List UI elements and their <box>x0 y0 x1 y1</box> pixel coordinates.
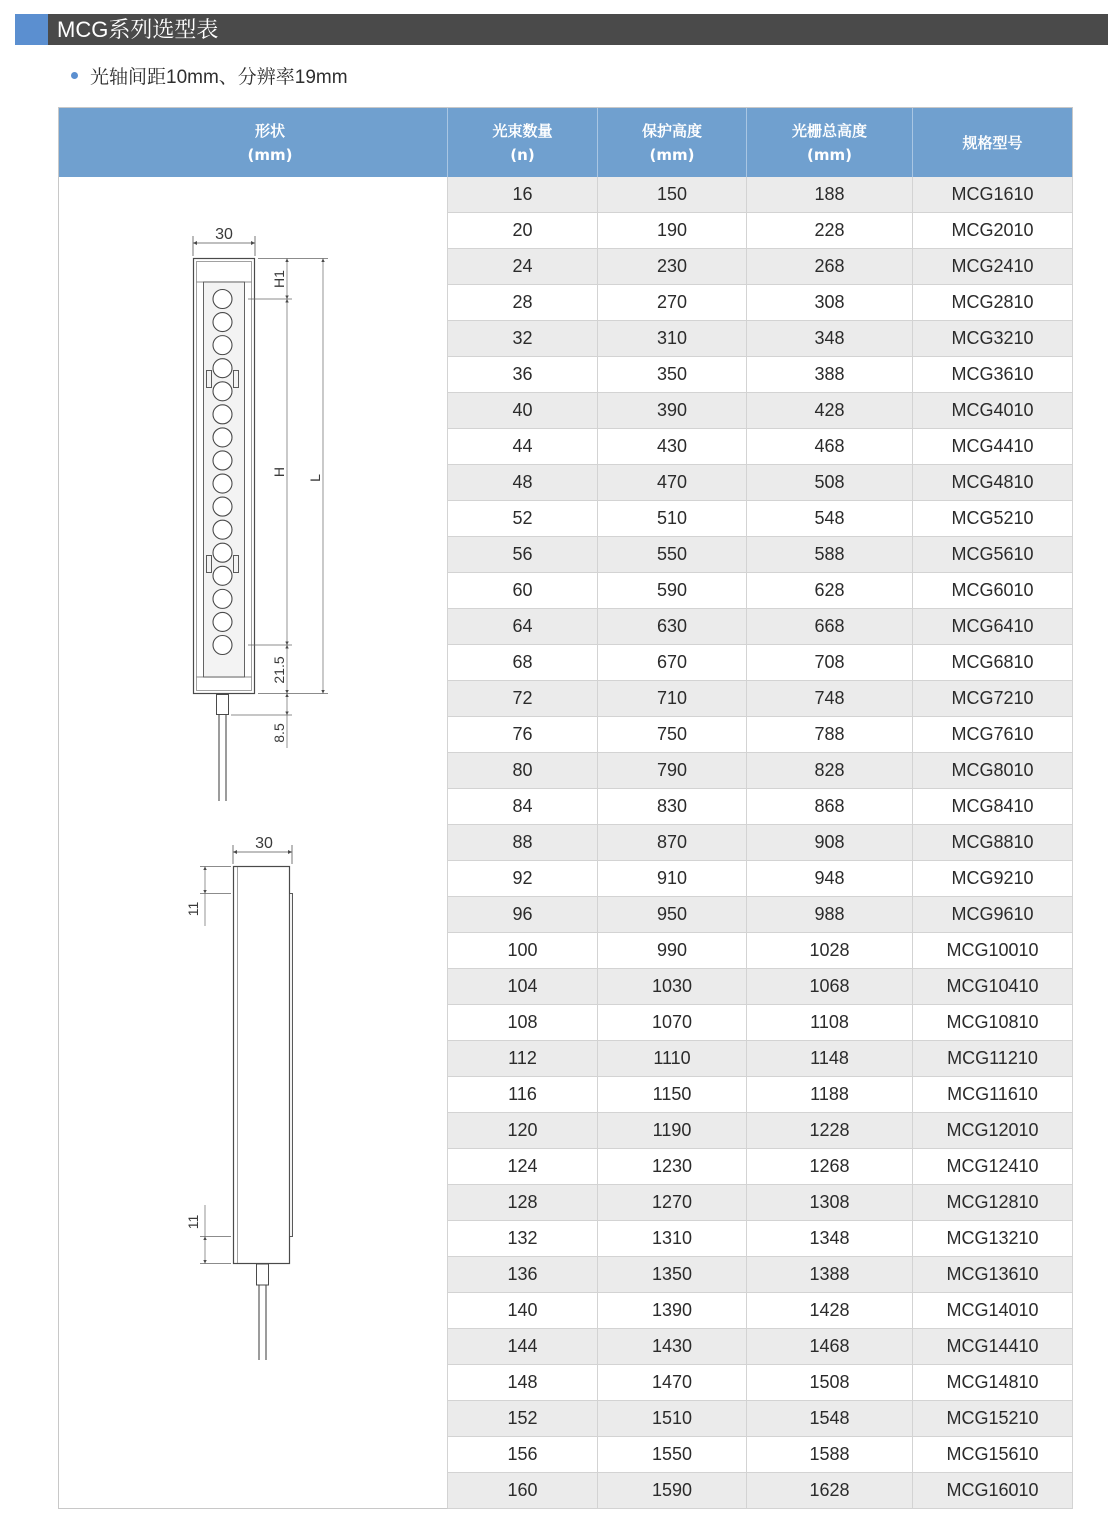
total-height-cell: 988 <box>747 897 913 933</box>
protected-height-cell: 1310 <box>598 1221 747 1257</box>
protected-height-cell: 1350 <box>598 1257 747 1293</box>
beam-count-cell: 36 <box>448 357 598 393</box>
beam-lens <box>213 313 232 332</box>
model-cell: MCG12810 <box>913 1185 1073 1221</box>
beam-count-cell: 52 <box>448 501 598 537</box>
protected-height-cell: 390 <box>598 393 747 429</box>
beam-count-cell: 148 <box>448 1365 598 1401</box>
total-height-cell: 788 <box>747 717 913 753</box>
side-view-drawing <box>185 835 293 1360</box>
bullet-dot-icon <box>71 72 78 79</box>
title-bar <box>15 14 1108 45</box>
header-label: 规格型号 <box>962 133 1023 152</box>
model-cell: MCG6010 <box>913 573 1073 609</box>
header-total-height <box>747 108 913 177</box>
dimension-label-top-offset: 11 <box>185 901 201 917</box>
spec-note <box>71 62 348 88</box>
model-cell: MCG8410 <box>913 789 1073 825</box>
total-height-cell: 268 <box>747 249 913 285</box>
total-height-cell: 468 <box>747 429 913 465</box>
header-unit: (mm) <box>247 145 293 164</box>
total-height-cell: 1108 <box>747 1005 913 1041</box>
beam-count-cell: 76 <box>448 717 598 753</box>
protected-height-cell: 430 <box>598 429 747 465</box>
model-cell: MCG4810 <box>913 465 1073 501</box>
model-cell: MCG15210 <box>913 1401 1073 1437</box>
total-height-cell: 308 <box>747 285 913 321</box>
beam-count-cell: 68 <box>448 645 598 681</box>
total-height-cell: 628 <box>747 573 913 609</box>
protected-height-cell: 510 <box>598 501 747 537</box>
beam-count-cell: 24 <box>448 249 598 285</box>
beam-count-cell: 64 <box>448 609 598 645</box>
model-cell: MCG10810 <box>913 1005 1073 1041</box>
model-cell: MCG14010 <box>913 1293 1073 1329</box>
header-shape <box>59 108 448 177</box>
beam-count-cell: 32 <box>448 321 598 357</box>
beam-lens <box>213 336 232 355</box>
model-cell: MCG12010 <box>913 1113 1073 1149</box>
protected-height-cell: 550 <box>598 537 747 573</box>
side-offset-dimensions <box>200 867 231 1264</box>
protected-height-cell: 990 <box>598 933 747 969</box>
model-cell: MCG5610 <box>913 537 1073 573</box>
beam-count-cell: 108 <box>448 1005 598 1041</box>
model-cell: MCG12410 <box>913 1149 1073 1185</box>
mounting-bracket <box>207 556 212 573</box>
beam-count-cell: 100 <box>448 933 598 969</box>
protected-height-cell: 670 <box>598 645 747 681</box>
beam-count-cell: 140 <box>448 1293 598 1329</box>
model-cell: MCG8810 <box>913 825 1073 861</box>
beam-count-cell: 124 <box>448 1149 598 1185</box>
total-height-cell: 1388 <box>747 1257 913 1293</box>
model-cell: MCG13210 <box>913 1221 1073 1257</box>
protected-height-cell: 870 <box>598 825 747 861</box>
protected-height-cell: 350 <box>598 357 747 393</box>
total-height-cell: 1588 <box>747 1437 913 1473</box>
total-height-cell: 548 <box>747 501 913 537</box>
total-height-cell: 668 <box>747 609 913 645</box>
protected-height-cell: 790 <box>598 753 747 789</box>
protected-height-cell: 1590 <box>598 1473 747 1509</box>
beam-count-cell: 152 <box>448 1401 598 1437</box>
protected-height-cell: 230 <box>598 249 747 285</box>
beam-count-cell: 16 <box>448 177 598 213</box>
total-height-cell: 1628 <box>747 1473 913 1509</box>
beam-lens <box>213 589 232 608</box>
beam-count-cell: 60 <box>448 573 598 609</box>
header-protected-height <box>598 108 747 177</box>
protected-height-cell: 1110 <box>598 1041 747 1077</box>
total-height-cell: 1188 <box>747 1077 913 1113</box>
protected-height-cell: 1030 <box>598 969 747 1005</box>
beam-count-cell: 84 <box>448 789 598 825</box>
front-view-drawing <box>193 226 328 801</box>
beam-lens <box>213 382 232 401</box>
beam-lens <box>213 359 232 378</box>
beam-count-cell: 48 <box>448 465 598 501</box>
front-width-label: 30 <box>215 226 233 243</box>
model-cell: MCG14410 <box>913 1329 1073 1365</box>
beam-count-cell: 92 <box>448 861 598 897</box>
beam-lens <box>213 520 232 539</box>
protected-height-cell: 190 <box>598 213 747 249</box>
model-cell: MCG11610 <box>913 1077 1073 1113</box>
beam-count-cell: 28 <box>448 285 598 321</box>
beam-count-cell: 120 <box>448 1113 598 1149</box>
side-lens-strip <box>290 894 293 1237</box>
model-cell: MCG10410 <box>913 969 1073 1005</box>
protected-height-cell: 630 <box>598 609 747 645</box>
dimension-label-bottom-offset: 21.5 <box>271 656 287 684</box>
front-connector <box>217 695 229 715</box>
spec-note-text: 光轴间距10mm、分辨率19mm <box>90 66 348 88</box>
total-height-cell: 1548 <box>747 1401 913 1437</box>
protected-height-cell: 470 <box>598 465 747 501</box>
beam-lens <box>213 636 232 655</box>
model-cell: MCG3610 <box>913 357 1073 393</box>
total-height-cell: 588 <box>747 537 913 573</box>
header-label: 光栅总高度 <box>791 121 867 140</box>
beam-lens <box>213 566 232 585</box>
beam-count-cell: 104 <box>448 969 598 1005</box>
beam-count-cell: 156 <box>448 1437 598 1473</box>
total-height-cell: 1508 <box>747 1365 913 1401</box>
beam-lens <box>213 474 232 493</box>
total-height-cell: 1068 <box>747 969 913 1005</box>
total-height-cell: 388 <box>747 357 913 393</box>
total-height-cell: 948 <box>747 861 913 897</box>
title-accent-block <box>15 14 48 45</box>
mounting-bracket <box>234 371 239 388</box>
side-width-label: 30 <box>255 835 273 852</box>
total-height-cell: 908 <box>747 825 913 861</box>
beam-count-cell: 88 <box>448 825 598 861</box>
protected-height-cell: 1190 <box>598 1113 747 1149</box>
model-cell: MCG4010 <box>913 393 1073 429</box>
model-cell: MCG6810 <box>913 645 1073 681</box>
beam-count-cell: 144 <box>448 1329 598 1365</box>
header-label: 形状 <box>254 121 285 140</box>
model-cell: MCG2010 <box>913 213 1073 249</box>
beam-lens <box>213 428 232 447</box>
beam-lens <box>213 543 232 562</box>
model-cell: MCG7610 <box>913 717 1073 753</box>
protected-height-cell: 950 <box>598 897 747 933</box>
model-cell: MCG15610 <box>913 1437 1073 1473</box>
protected-height-cell: 1470 <box>598 1365 747 1401</box>
beam-lens <box>213 451 232 470</box>
total-height-cell: 228 <box>747 213 913 249</box>
total-height-cell: 708 <box>747 645 913 681</box>
model-cell: MCG3210 <box>913 321 1073 357</box>
total-height-cell: 1308 <box>747 1185 913 1221</box>
model-cell: MCG7210 <box>913 681 1073 717</box>
total-height-cell: 428 <box>747 393 913 429</box>
beam-count-cell: 56 <box>448 537 598 573</box>
total-height-cell: 868 <box>747 789 913 825</box>
total-height-cell: 1428 <box>747 1293 913 1329</box>
model-cell: MCG9210 <box>913 861 1073 897</box>
model-cell: MCG16010 <box>913 1473 1073 1509</box>
beam-lens <box>213 290 232 309</box>
model-cell: MCG9610 <box>913 897 1073 933</box>
dimension-label-bottom-offset: 11 <box>185 1214 201 1230</box>
protected-height-cell: 150 <box>598 177 747 213</box>
protected-height-cell: 1430 <box>598 1329 747 1365</box>
beam-count-cell: 132 <box>448 1221 598 1257</box>
beam-lens <box>213 497 232 516</box>
header-model <box>913 108 1073 177</box>
protected-height-cell: 1070 <box>598 1005 747 1041</box>
protected-height-cell: 710 <box>598 681 747 717</box>
dimension-label-h1: H1 <box>271 270 287 288</box>
protected-height-cell: 1510 <box>598 1401 747 1437</box>
side-connector <box>257 1264 269 1285</box>
protected-height-cell: 1550 <box>598 1437 747 1473</box>
shape-drawing-cell <box>59 177 448 1509</box>
dimension-label-connector: 8.5 <box>271 723 287 743</box>
total-height-cell: 508 <box>747 465 913 501</box>
page-title: MCG系列选型表 <box>57 17 219 42</box>
dimension-label-h: H <box>271 466 287 478</box>
beam-count-cell: 128 <box>448 1185 598 1221</box>
beam-count-cell: 160 <box>448 1473 598 1509</box>
protected-height-cell: 1150 <box>598 1077 747 1113</box>
protected-height-cell: 910 <box>598 861 747 897</box>
beam-count-cell: 44 <box>448 429 598 465</box>
beam-count-cell: 96 <box>448 897 598 933</box>
model-cell: MCG10010 <box>913 933 1073 969</box>
total-height-cell: 1028 <box>747 933 913 969</box>
protected-height-cell: 1230 <box>598 1149 747 1185</box>
header-label: 光束数量 <box>492 121 553 140</box>
beam-count-cell: 116 <box>448 1077 598 1113</box>
model-cell: MCG2810 <box>913 285 1073 321</box>
model-cell: MCG1610 <box>913 177 1073 213</box>
selection-table <box>58 107 1073 1509</box>
total-height-cell: 1348 <box>747 1221 913 1257</box>
model-cell: MCG6410 <box>913 609 1073 645</box>
model-cell: MCG2410 <box>913 249 1073 285</box>
dimension-label-l: L <box>307 474 323 482</box>
protected-height-cell: 270 <box>598 285 747 321</box>
total-height-cell: 828 <box>747 753 913 789</box>
beam-count-cell: 20 <box>448 213 598 249</box>
protected-height-cell: 830 <box>598 789 747 825</box>
total-height-cell: 1268 <box>747 1149 913 1185</box>
total-height-cell: 1468 <box>747 1329 913 1365</box>
beam-count-cell: 40 <box>448 393 598 429</box>
header-beam-count <box>448 108 598 177</box>
shape-drawing <box>59 177 447 1508</box>
model-cell: MCG4410 <box>913 429 1073 465</box>
protected-height-cell: 310 <box>598 321 747 357</box>
model-cell: MCG14810 <box>913 1365 1073 1401</box>
beam-lens <box>213 612 232 631</box>
protected-height-cell: 590 <box>598 573 747 609</box>
model-cell: MCG8010 <box>913 753 1073 789</box>
model-cell: MCG5210 <box>913 501 1073 537</box>
beam-count-cell: 112 <box>448 1041 598 1077</box>
protected-height-cell: 1390 <box>598 1293 747 1329</box>
total-height-cell: 748 <box>747 681 913 717</box>
side-housing-outline <box>234 867 290 1264</box>
total-height-cell: 348 <box>747 321 913 357</box>
model-cell: MCG11210 <box>913 1041 1073 1077</box>
beam-lens <box>213 405 232 424</box>
beam-count-cell: 80 <box>448 753 598 789</box>
header-unit: (n) <box>510 145 535 164</box>
model-cell: MCG13610 <box>913 1257 1073 1293</box>
mounting-bracket <box>234 556 239 573</box>
header-label: 保护高度 <box>641 121 702 140</box>
mounting-bracket <box>207 371 212 388</box>
header-unit: (mm) <box>807 145 852 164</box>
protected-height-cell: 750 <box>598 717 747 753</box>
total-height-cell: 188 <box>747 177 913 213</box>
beam-count-cell: 72 <box>448 681 598 717</box>
total-height-cell: 1228 <box>747 1113 913 1149</box>
protected-height-cell: 1270 <box>598 1185 747 1221</box>
total-height-cell: 1148 <box>747 1041 913 1077</box>
beam-count-cell: 136 <box>448 1257 598 1293</box>
header-unit: (mm) <box>649 145 695 164</box>
